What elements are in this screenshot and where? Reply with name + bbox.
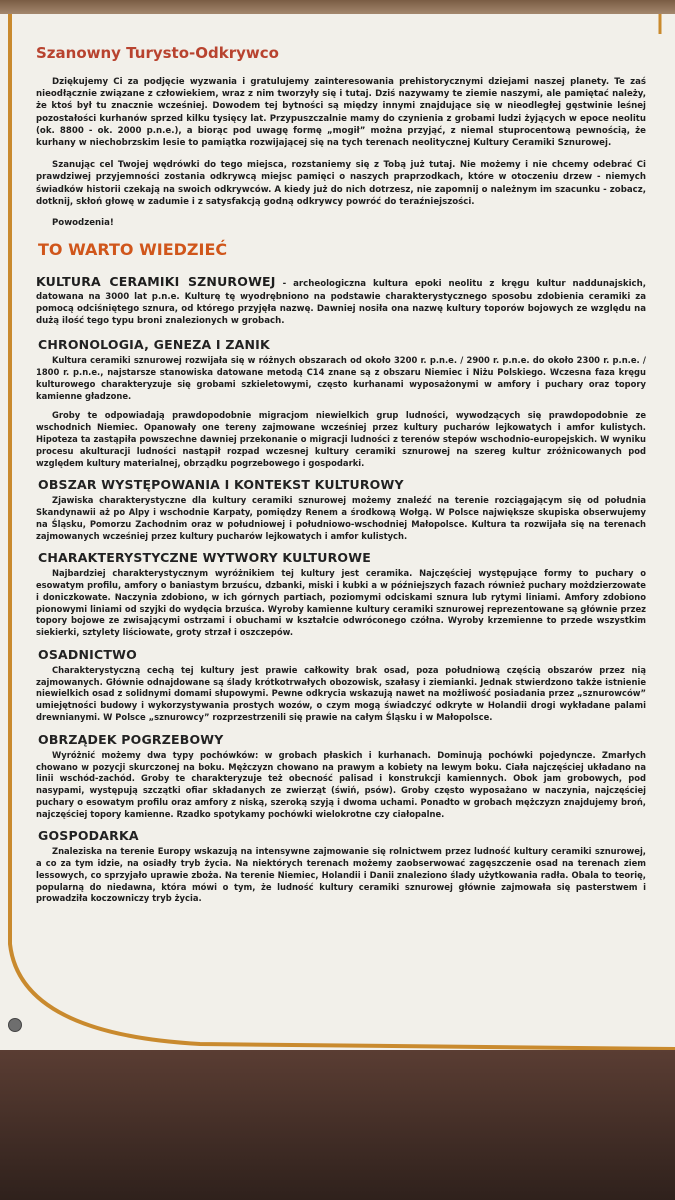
culture-intro [36,273,646,327]
culture-text: - archeologiczna kultura epoki neolitu z kręgu kultur naddunajskich, datowana na 3000 lat p.n.e. Kulturę tę wyodrębniono na podstawie charakterystycznego sposobu zdobienia ceramiki za pomocą odciśniętego sznura, od którego przyjęła nazwę. Dawniej nosiła ona nazwę kultury toporów bojowych ze względu na dużą ilość tego typu broni znalezionych w grobach. [36,279,646,327]
section-paragraph: Najbardziej charakterystycznym wyróżnikiem tej kultury jest ceramika. Najczęściej występujące formy to puchary o esowatym profilu, amfory o baniastym brzuścu, dzbanki, miski i kubki a w późniejszych fazach również puchary możdzierzowate i doniczkowate. Naczynia zdobiono, w ich górnych partiach, poziomymi odciskami sznura lub rytymi liniami. Amfory zdobiono pionowymi liniami od szyjki do wydęcia brzuśca. Wyroby kamienne kultury ceramiki sznurowej reprezentowane są głównie przez topory bojowe ze zwisającymi ostrzami i obuchami w kształcie odwróconego czółna. Wyroby krzemienne to przede wszystkim siekierki, sztylety liściowate, groty strzał i oszczepów. [36,568,646,638]
section-heading-chronologia: CHRONOLOGIA, GENEZA I ZANIK [38,337,270,353]
main-heading: TO WARTO WIEDZIEĆ [38,240,228,260]
board-title: Szanowny Turysto-Odkrywco [36,44,279,62]
section-heading-obszar: OBSZAR WYSTĘPOWANIA I KONTEKST KULTUROWY [38,477,404,493]
section-heading-wytwory: CHARAKTERYSTYCZNE WYTWORY KULTUROWE [38,550,371,566]
section-paragraph: Charakterystyczną cechą tej kultury jest prawie całkowity brak osad, poza południową częścią obszarów przez nią zajmowanych. Głównie odnajdowane są ślady krótkotrwałych obozowisk, szałasy i ziemianki. Jednak stwierdzono także istnienie niewielkich osad z solidnymi domami słupowymi. Pewne odkrycia wskazują nawet na możliwość posiadania przez „sznurowców” umiejętności budowy i wykorzystywania prostych wozów, o czym mogą świadczyć odkryte w Holandii drogi wykładane palami drewnianymi. W Polsce „sznurowcy” rozprzestrzenili się prawie na całym Śląsku i w Małopolsce. [36,664,646,722]
section-paragraph: Zjawiska charakterystyczne dla kultury ceramiki sznurowej możemy znaleźć na terenie rozciągającym się od południa Skandynawii aż po Alpy i wschodnie Karpaty, pomiędzy Renem a środkową Wołgą. W Polsce największe skupiska obserwujemy na Śląsku, Pomorzu Zachodnim oraz w południowej i południowo-wschodniej Małopolsce. Kultura ta rozwijała się na terenach zajmowanych wcześniej przez kultury pucharów lejkowatych i amfor kulistych. [36,495,646,541]
section-paragraph: Groby te odpowiadają prawdopodobnie migracjom niewielkich grup ludności, wywodzących się prawdopodobnie ze wschodnich Niemiec. Opanowały one tereny zajmowane wcześniej przez kultury pucharów lejkowatych i amfor kulistych. Hipoteza ta zastąpiła powszechne dawniej przekonanie o migracji ludności z terenów stepów wschodnio-europejskich. W wyniku procesu akulturacji ludności nastąpił rozpad wczesnej kultury ceramiki sznurowej na szereg kultur zróżnicowanych pod względem kultury materialnej, obrządku pogrzebowego i gospodarki. [36,410,646,468]
emblem-icon [8,1018,22,1032]
section-heading-gospodarka: GOSPODARKA [38,828,139,844]
culture-lead: KULTURA CERAMIKI SZNUROWEJ [36,274,276,290]
section-heading-osadnictwo: OSADNICTWO [38,646,137,662]
intro-paragraph-2: Szanując cel Twojej wędrówki do tego miejsca, rozstaniemy się z Tobą już tutaj. Nie możemy i nie chcemy odebrać Ci prawdziwej przyjemności zostania odkrywcą miejsc pamięci o naszych praprzodkach, które w otoczeniu drzew - niemych świadków historii czekają na swoich odkrywców. A kiedy już do nich dotrzesz, nie zapomnij o należnym im szacunku - zobacz, dotknij, skłoń głowę w zadumie i z satysfakcją godną odkrywcy powróć do teraźniejszości. [36,160,646,207]
section-paragraph: Znaleziska na terenie Europy wskazują na intensywne zajmowanie się rolnictwem przez ludność kultury ceramiki sznurowej, a co za tym idzie, na osiadły tryb życia. Na niektórych terenach możemy zaobserwować zagęszczenie osad na terenach ziem lessowych, co sprzyjało uprawie zboża. Na terenie Niemiec, Holandii i Danii znaleziono ślady użytkowania radła. Obala to teorię, popularną do niedawna, która mówi o tym, że ludność kultury ceramiki sznurowej głównie zajmowała się pasterstwem i prowadziła koczowniczy tryb życia. [36,846,646,904]
intro-paragraph-1: Dziękujemy Ci za podjęcie wyzwania i gratulujemy zainteresowania prehistorycznymi dziejami naszej planety. Te zaś nieodłącznie związane z człowiekiem, wraz z nim tworzyły się i tutaj. Dziś nazywamy te ziemie naszymi, ale pamiętać należy, że ktoś był tu znacznie wcześniej. Dowodem tej bytności są między innymi znajdujące się w nieodległej gęstwinie leśnej pozostałości kurhanów sprzed kilku tysięcy lat. Przypuszczalnie mamy do czynienia z grobami ludzi żyjących w epoce neolitu (ok. 8800 - ok. 2000 p.n.e.), a biorąc pod uwagę formę „mogił” można przyjąć, z niemal stuprocentową pewnością, że kurhany w niechobrzskim lesie to pamiątka rozwijającej się na tych terenach neolitycznej Kultury Ceramiki Sznurowej. [36,77,646,149]
section-heading-obrzadek: OBRZĄDEK POGRZEBOWY [38,731,224,747]
board-content [36,44,646,913]
section-paragraph: Wyróżnić możemy dwa typy pochówków: w grobach płaskich i kurhanach. Dominują pochówki pojedyncze. Zmarłych chowano w pozycji skurczonej na boku. Mężczyzn chowano na prawym a kobiety na lewym boku. Ciała najczęściej układano na linii wschód-zachód. Groby te charakteryzuje też obecność palisad i konstrukcji kamiennych. Obok jam grobowych, pod nasypami, występują szczątki ofiar składanych ze zwierząt (świń, psów). Groby często wyposażano w naczynia, najczęściej puchary o esowatym profilu oraz amfory z niską, szeroką szyją i dwoma uchami. Ponadto w grobach mężczyzn znajdujemy broń, najczęściej topory kamienne. Rzadko spotykamy pochówki wielokrotne czy ciałopalne. [36,749,646,819]
wooden-frame [0,1050,675,1200]
information-board [0,14,675,1094]
greeting-text: Powodzenia! [52,218,114,229]
section-paragraph: Kultura ceramiki sznurowej rozwijała się w różnych obszarach od około 3200 r. p.n.e. / 2900 r. p.n.e. do około 2300 r. p.n.e. / 1800 r. p.n.e., najstarsze stanowiska datowane metodą C14 znane są z obszaru Niemiec i Niżu Polskiego. Wczesna faza kręgu kulturowego charakteryzuje się grobami szkieletowymi, często kurhanami wyposażonymi w amfory i puchary oraz topory kamienne gładzone. [36,355,646,401]
